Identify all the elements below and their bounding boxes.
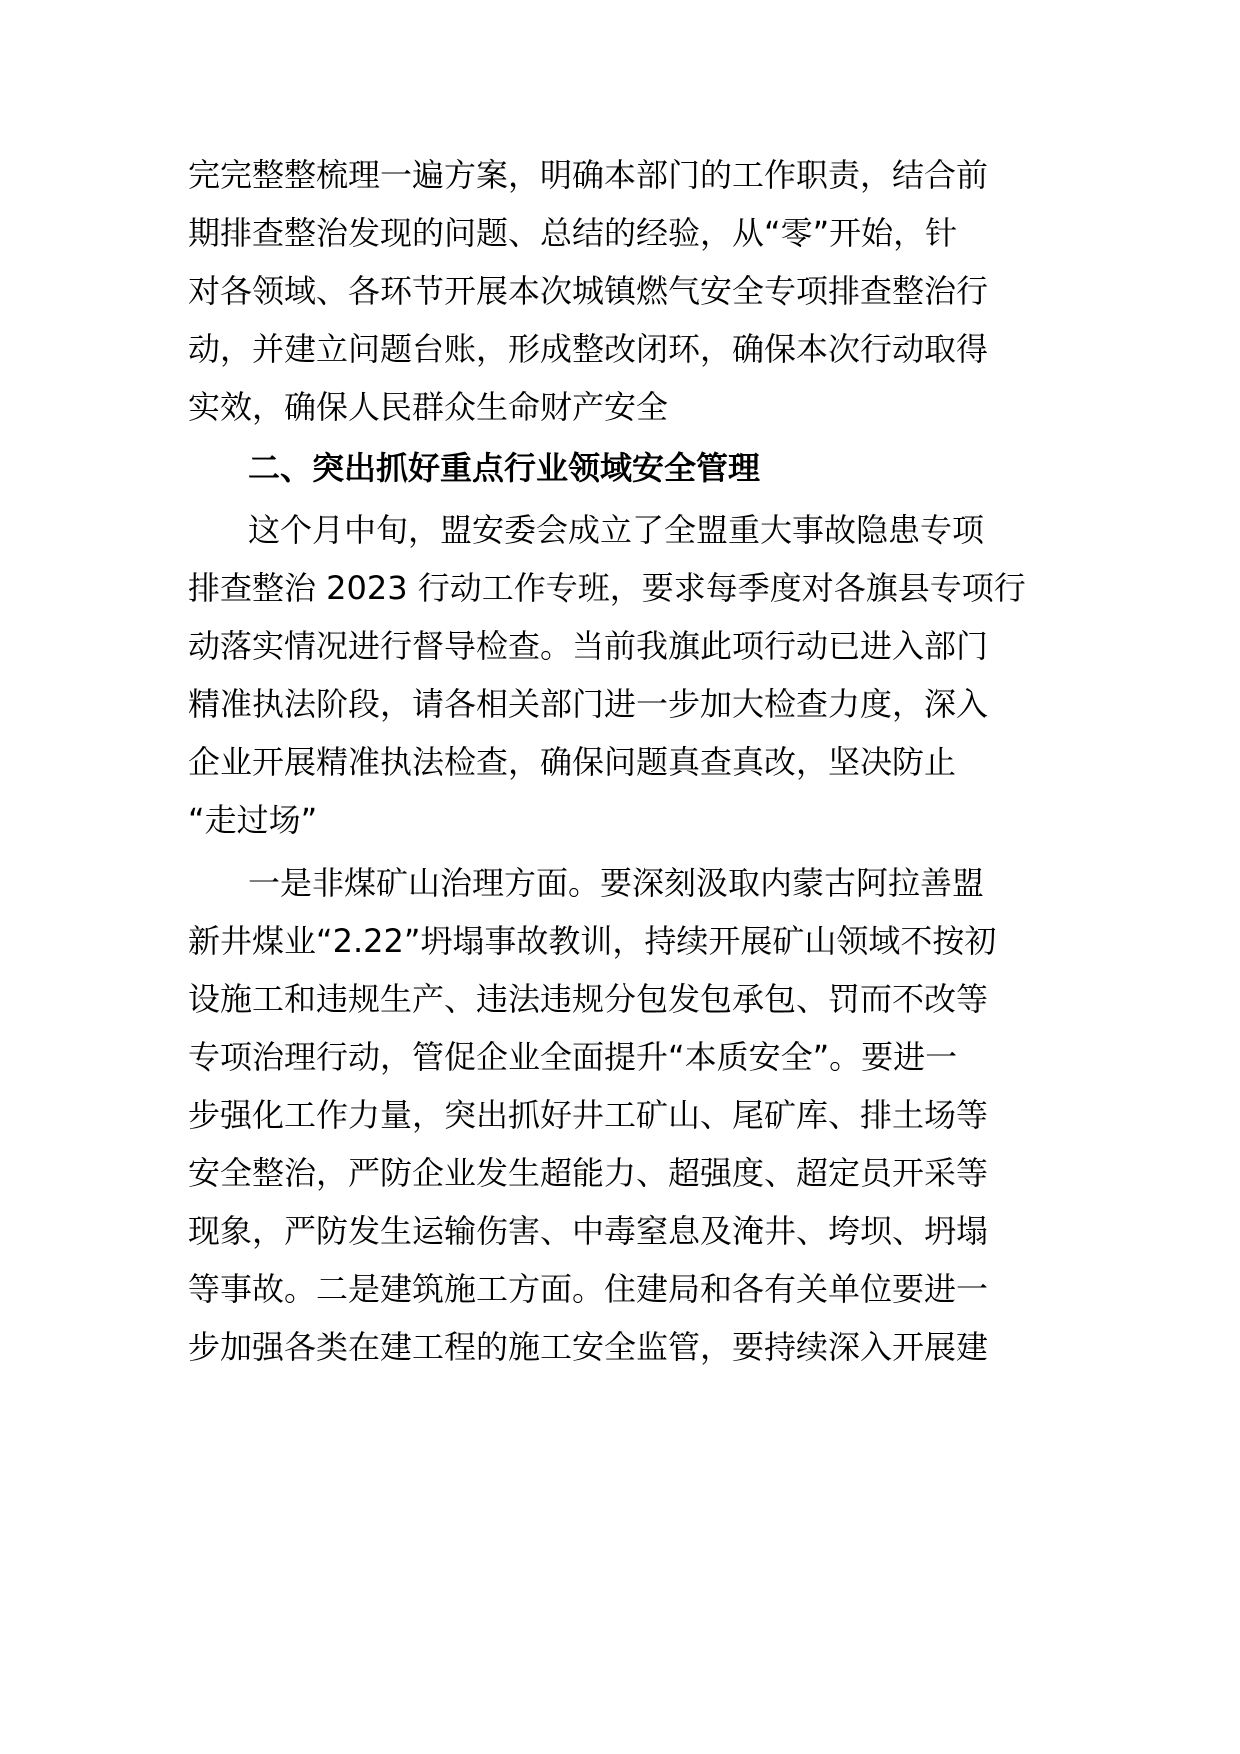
body-text-line: 一是非煤矿山治理方面。要深刻汲取内蒙古阿拉善盟 <box>248 864 985 902</box>
body-text-line: 排查整治 2023 行动工作专班，要求每季度对各旗县专项行 <box>188 569 1026 607</box>
body-text-line: 对各领域、各环节开展本次城镇燃气安全专项排查整治行 <box>188 272 989 310</box>
body-text-line: 步加强各类在建工程的施工安全监管，要持续深入开展建 <box>188 1328 989 1366</box>
body-text-line: 动，并建立问题台账，形成整改闭环，确保本次行动取得 <box>188 330 989 368</box>
body-text-line: 设施工和违规生产、违法违规分包发包承包、罚而不改等 <box>188 980 989 1018</box>
body-text-line: 企业开展精准执法检查，确保问题真查真改，坚决防止 <box>188 743 957 781</box>
document-page <box>188 0 1068 1754</box>
body-text-line: 现象，严防发生运输伤害、中毒窒息及淹井、垮坝、坍塌 <box>188 1212 989 1250</box>
body-text-line: 动落实情况进行督导检查。当前我旗此项行动已进入部门 <box>188 627 989 665</box>
body-text-line: 安全整治，严防企业发生超能力、超强度、超定员开采等 <box>188 1154 989 1192</box>
body-text-line: 精准执法阶段，请各相关部门进一步加大检查力度，深入 <box>188 685 989 723</box>
body-text-line: 这个月中旬，盟安委会成立了全盟重大事故隐患专项 <box>248 511 985 549</box>
body-text-line: 期排查整治发现的问题、总结的经验，从“零”开始，针 <box>188 214 958 252</box>
body-text-line: 完完整整梳理一遍方案，明确本部门的工作职责，结合前 <box>188 156 989 194</box>
body-text-line: 新井煤业“2.22”坍塌事故教训，持续开展矿山领域不按初 <box>188 922 997 960</box>
body-text-line: 等事故。二是建筑施工方面。住建局和各有关单位要进一 <box>188 1270 989 1308</box>
body-text-line: 实效，确保人民群众生命财产安全 <box>188 388 669 426</box>
body-text-line: 专项治理行动，管促企业全面提升“本质安全”。要进一 <box>188 1038 958 1076</box>
body-text-line: 步强化工作力量，突出抓好井工矿山、尾矿库、排土场等 <box>188 1096 989 1134</box>
section-heading: 二、突出抓好重点行业领域安全管理 <box>248 449 761 487</box>
body-text-line: “走过场” <box>188 801 318 839</box>
